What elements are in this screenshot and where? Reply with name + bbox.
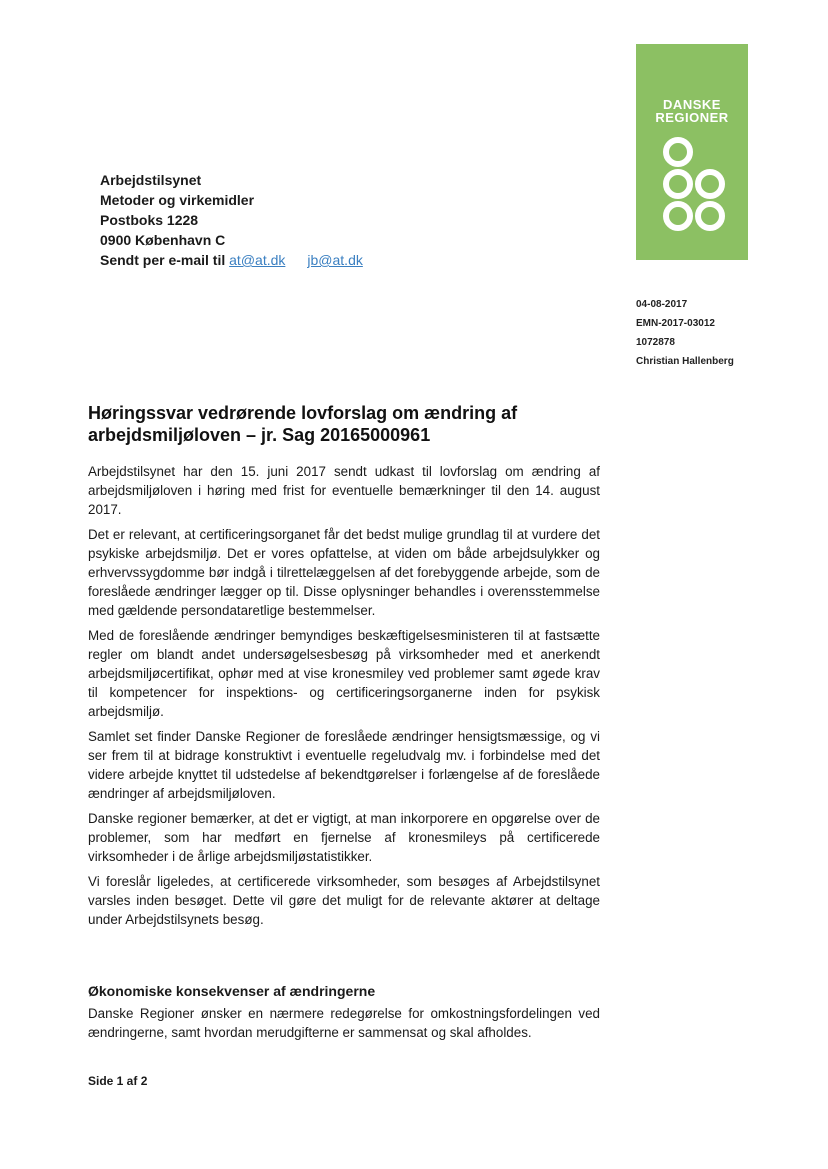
paragraph: Samlet set finder Danske Regioner de foreslåede ændringer hensigtsmæssige, og vi ser frem til at bidrage konstruktivt i eventuelle regeludvalg mv. i forbindelse med det videre arbejde knyttet til udstedelse af bekendtgørelser i forlængelse af de foreslåede ændringer af arbejdsmiljøloven. (88, 729, 600, 801)
email-link-1[interactable]: at@at.dk (229, 252, 286, 268)
document-number: 1072878 (636, 337, 675, 348)
logo-line-2: REGIONER (655, 110, 729, 125)
recipient-pobox: Postboks 1228 (100, 212, 199, 228)
section-paragraph: Danske Regioner ønsker en nærmere redegørelse for omkostningsfordelingen ved ændringerne, samt hvordan merudgifterne er sammensat og skal afholdes. (88, 1006, 600, 1040)
email-line (100, 250, 420, 270)
email-prefix: Sendt per e-mail til (100, 252, 226, 268)
email-link-2[interactable]: jb@at.dk (307, 252, 363, 268)
recipient-name: Arbejdstilsynet (100, 172, 202, 188)
page-number: Side 1 af 2 (88, 1074, 148, 1088)
recipient-address (100, 170, 420, 270)
paragraph: Arbejdstilsynet har den 15. juni 2017 sendt udkast til lovforslag om ændring af arbejdsmiljøloven i høring med frist for eventuelle bemærkninger til den 14. august 2017. (88, 464, 600, 517)
author-name: Christian Hallenberg (636, 356, 734, 367)
logo-wordmark (636, 98, 748, 124)
letter-metadata (636, 295, 786, 371)
letter-title: Høringssvar vedrørende lovforslag om ændring af arbejdsmiljøloven – jr. Sag 20165000961 (88, 403, 518, 445)
case-number: EMN-2017-03012 (636, 318, 715, 329)
logo-circles-icon (654, 136, 730, 240)
paragraph: Med de foreslående ændringer bemyndiges beskæftigelsesministeren til at fastsætte regler om blandt andet undersøgelsesbesøg på virksomheder med et anerkendt arbejdsmiljøcertifikat, ophør med at vise kronesmiley ved problemer samt øgede krav til kompetencer for inspektions- og certificeringsorganerne inden for psykisk arbejdsmiljø. (88, 628, 600, 719)
section-heading: Økonomiske konsekvenser af ændringerne (88, 983, 376, 999)
paragraph: Det er relevant, at certificeringsorganet får det bedst mulige grundlag til at vurdere det psykiske arbejdsmiljø. Det er vores opfattelse, at viden om både arbejdsulykker og erhvervssygdomme bør indgå i tilrettelæggelsen af det forebyggende arbejde, som de foreslåede ændringer lægger op til. Disse oplysninger behandles i overensstemmelse med gældende persondataretlige bestemmelser. (88, 527, 600, 618)
paragraph: Vi foreslår ligeledes, at certificerede virksomheder, som besøges af Arbejdstilsynet varsles inden besøget. Dette vil gøre det muligt for de relevante aktører at deltage under Arbejdstilsynets besøg. (88, 874, 600, 927)
logo-line-1: DANSKE (663, 97, 721, 112)
paragraph: Danske regioner bemærker, at det er vigtigt, at man inkorporere en opgørelse over de problemer, som har medført en fjernelse af kronesmileys på certificerede virksomheder i de årlige arbejdsmiljøstatistikker. (88, 811, 600, 864)
recipient-department: Metoder og virkemidler (100, 192, 255, 208)
letter-body (88, 462, 600, 935)
danske-regioner-logo (636, 44, 748, 260)
recipient-city: 0900 København C (100, 232, 226, 248)
section-body (88, 1004, 600, 1042)
letter-date: 04-08-2017 (636, 299, 688, 310)
